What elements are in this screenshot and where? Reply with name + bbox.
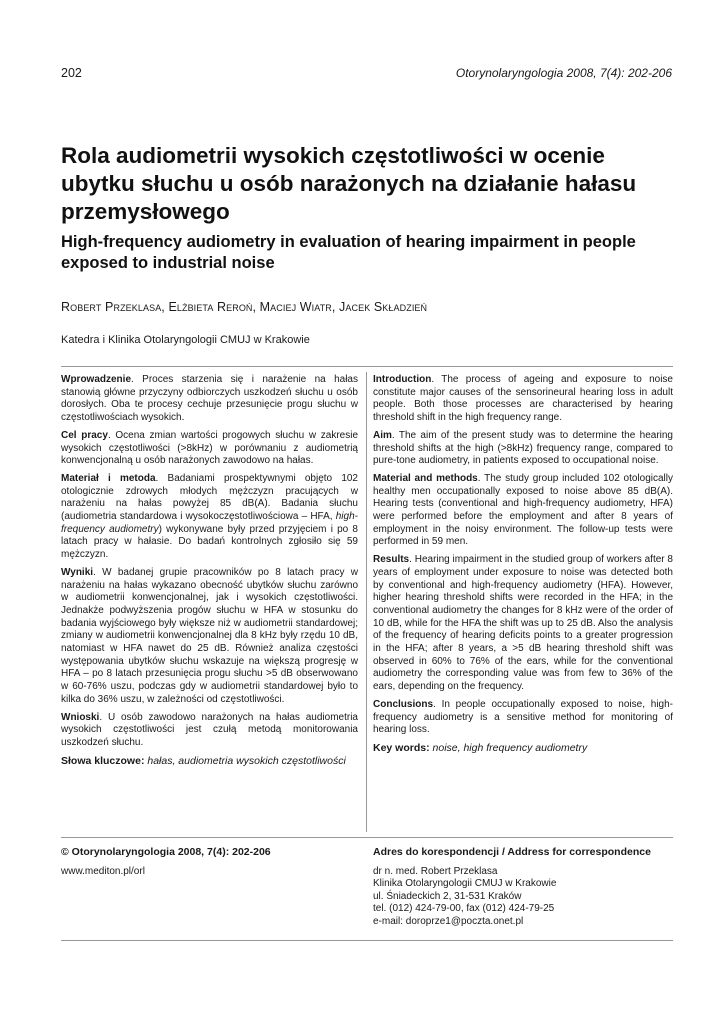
column-divider (366, 372, 367, 832)
footer-bottom-rule (61, 940, 673, 941)
abstract-pl-conclusions: Wnioski. U osób zawodowo narażonych na hałas audiometria wysokich częstotliwości jest czułą metodą monitorowania uszkodzeń słuchu. (61, 711, 358, 748)
footer-correspondence (373, 846, 673, 928)
keywords-english: Key words: noise, high frequency audiometry (373, 741, 588, 754)
abstract-bottom-rule (61, 837, 673, 838)
page-number: 202 (61, 66, 82, 80)
abstract-pl-introduction: Wprowadzenie. Proces starzenia się i narażenie na hałas stanowią główne przyczyny odbiorczych uszkodzeń słuchu u osób dorosłych. Oba te procesy cechuje przesunięcie progu słuchu w częstotliwościach wysokich. (61, 374, 358, 424)
address-line: Klinika Otolaryngologii CMUJ w Krakowie (373, 878, 557, 889)
abstract-pl-methods: Materiał i metoda. Badaniami prospektywnymi objęto 102 otologicznie zdrowych młodych mężczyzn pracujących w narażeniu na hałas powyżej 85 dB(A). Badania słuchu (audiometria standardowa i wysokoczęstotliwościowa – HFA, high-frequency audiometry) wykonywane były przed przyjęciem i po 8 latach pracy w hałasie. Do badań kontrolnych zgłosiło się 59 mężczyzn. (61, 472, 358, 561)
abstract-pl-aim: Cel pracy. Ocena zmian wartości progowych słuchu w zakresie wysokich częstotliwości (>8kHz) w porównaniu z audiometrią konwencjonalną u osób narażonych zawodowo na hałas. (61, 429, 359, 467)
title-polish: Rola audiometrii wysokich częstotliwości w ocenie ubytku słuchu u osób narażonych na działanie hałasu przemysłowego (61, 143, 637, 224)
abstract-english (373, 374, 673, 760)
abstract-pl-results: Wyniki. W badanej grupie pracowników po 8 latach pracy w narażeniu na hałas wykazano obecność ubytków słuchu zarówno w audiometrii konwencjonalnej, jak i wysokich częstotliwości. Jednakże podwyższenia progów słuchu w HFA w stosunku do badania wyjściowego były większe niż w audiometrii standardowej; zmiany w audiometrii konwencjonalnej dla 8 kHz były rzędu 10 dB, natomiast w HFA nawet do 25 dB. Również analiza częstości występowania ubytków słuchu wskazuje na większą progresję w HFA – po 8 latach przesunięcia progu słuchu >5 dB obserwowano w 60-76% uszu, podczas gdy w audiometrii standardowej było to kilka do 36% uszu, w zależności od częstotliwości. (61, 566, 358, 705)
authors: Robert Przeklasa, Elżbieta Reroń, Maciej Wiatr, Jacek Składzień (61, 300, 428, 314)
journal-citation: Otorynolaryngologia 2008, 7(4): 202-206 (455, 66, 672, 80)
address-line: tel. (012) 424-79-00, fax (012) 424-79-25 (373, 903, 555, 914)
keywords-polish: Słowa kluczowe: hałas, audiometria wysokich częstotliwości (61, 754, 346, 767)
abstract-en-results: Results. Hearing impairment in the studied group of workers after 8 years of employment under exposure to noise was detected both by conventional and high-frequency audiometry (HFA). However, higher hearing threshold shifts were recorded in the HFA; in the conventional audiometry the changes for 8 kHz were of the order of 10 dB, while for the HFA the shift was up to 25 dB. Also the analysis of the frequency of hearing deficits points to a greater progression in the HFA; after 8 years, a >5 dB hearing threshold shift was observed in 60% to 76% of the ears, while for the conventional audiometry the corresponding value was from few to 36% of the ears, depending on the frequency. (373, 554, 673, 693)
website-link[interactable]: www.mediton.pl/orl (61, 865, 145, 877)
email-address[interactable]: e-mail: doroprze1@poczta.onet.pl (373, 915, 524, 927)
abstract-polish (61, 374, 358, 772)
abstract-top-rule (61, 366, 673, 367)
abstract-en-conclusions: Conclusions. In people occupationally exposed to noise, high-frequency audiometry is a sensitive method for monitoring of hearing loss. (373, 698, 673, 736)
affiliation: Katedra i Klinika Otolaryngologii CMUJ w Krakowie (61, 334, 310, 346)
footer-left (61, 846, 361, 878)
abstract-en-methods: Material and methods. The study group included 102 otologically healthy men occupationally exposed to noise above 85 dB(A). Hearing tests (conventional and high-frequency audiometry, HFA) were performed before the employment and after 8 years of employment in the noisy environment. The follow-up tests were performed in 59 men. (373, 472, 673, 548)
address-block (373, 866, 673, 929)
correspondence-heading: Adres do korespondencji / Address for correspondence (373, 846, 651, 858)
address-line: dr n. med. Robert Przeklasa (373, 865, 498, 877)
copyright: © Otorynolaryngologia 2008, 7(4): 202-206 (61, 846, 271, 858)
title-english: High-frequency audiometry in evaluation of hearing impairment in people exposed to industrial noise (61, 233, 636, 272)
abstract-en-aim: Aim. The aim of the present study was to determine the hearing threshold shifts at the high (>8kHz) frequency range, compared to pure-tone audiometry, in patients exposed to occupational noise. (373, 429, 673, 467)
abstract-en-introduction: Introduction. The process of ageing and exposure to noise constitute major causes of the sensorineural hearing loss in adult people. Both those processes are characterised by hearing threshold shift in the high frequency range. (373, 374, 673, 424)
address-line: ul. Śniadeckich 2, 31-531 Kraków (373, 890, 522, 902)
